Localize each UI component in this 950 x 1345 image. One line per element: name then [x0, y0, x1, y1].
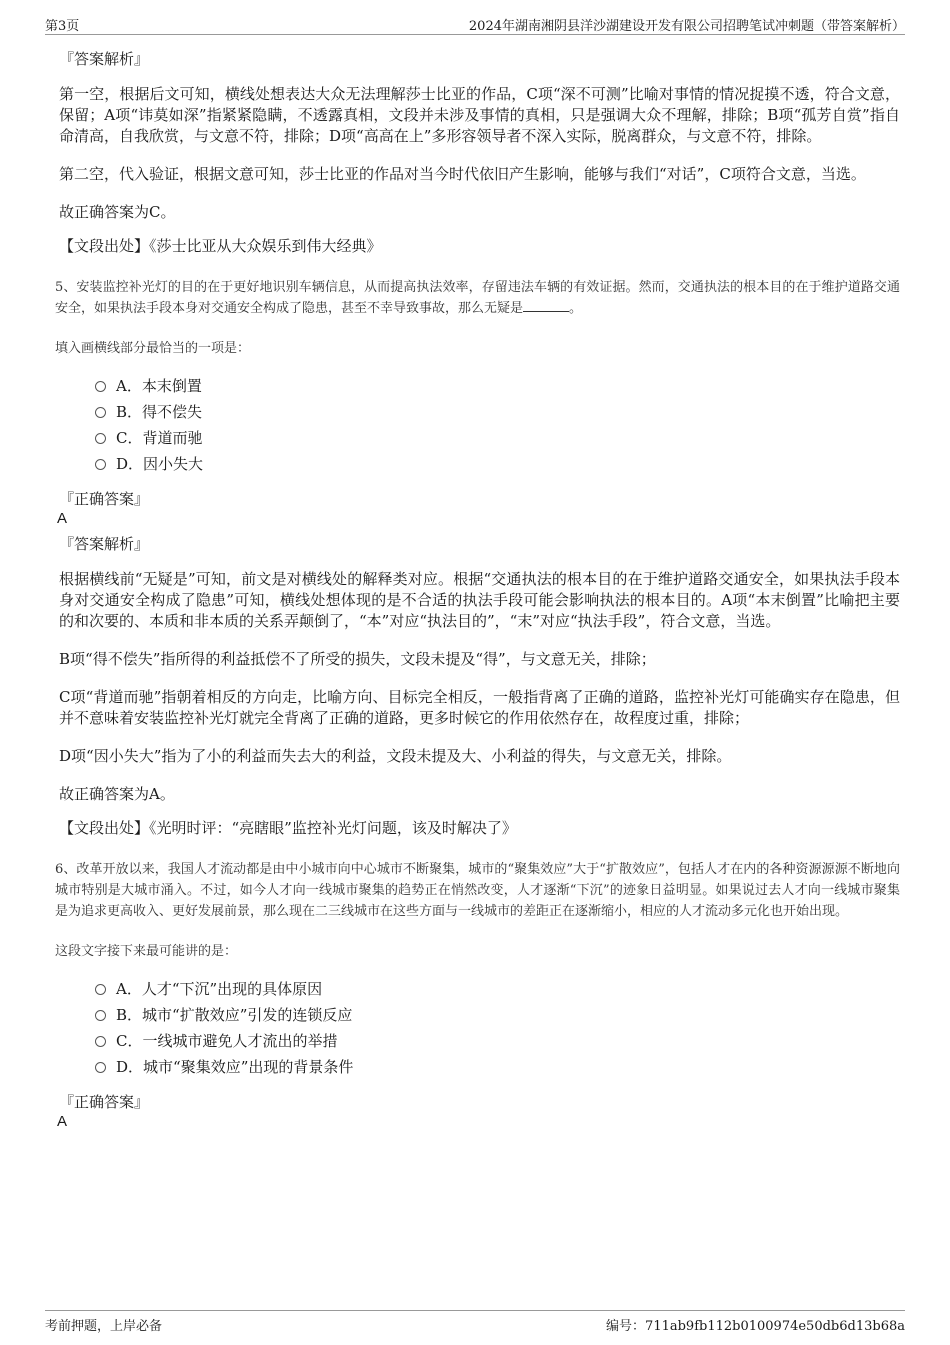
radio-button[interactable] [95, 433, 106, 444]
passage-source: 【文段出处】《光明时评：“亮瞎眼”监控补光灯问题，该及时解决了》 [59, 819, 517, 837]
radio-button[interactable] [95, 1010, 106, 1021]
page-content [55, 44, 900, 1132]
option-label: D．因小失大 [116, 455, 204, 473]
option-d[interactable] [95, 451, 900, 477]
analysis-conclusion: 故正确答案为A。 [59, 785, 175, 803]
question-6-text: 6、改革开放以来，我国人才流动都是由中小城市向中心城市不断聚集，城市的“聚集效应”大于“扩散效应”，包括人才在内的各种资源源源不断地向城市特别是大城市涌入。不过，如今人才向一线城市聚集的趋势正在悄然改变，人才逐渐“下沉”的迹象日益明显。如果说过去人才向一线城市聚集是为追求更高收入、更好发展前景，那么现在二三线城市在这些方面与一线城市的差距正在逐渐缩小，相应的人才流动多元化也开始出现。 [55, 862, 900, 919]
option-b[interactable] [95, 1002, 900, 1028]
question-5-prompt: 填入画横线部分最恰当的一项是： [55, 341, 251, 356]
radio-button[interactable] [95, 984, 106, 995]
document-id: 编号：711ab9fb112b0100974e50db6d13b68a [606, 1319, 905, 1334]
question-5-text-before: 5、安装监控补光灯的目的在于更好地识别车辆信息，从而提高执法效率，存留违法车辆的有效证据。然而，交通执法的根本目的在于维护道路交通安全，如果执法手段本身对交通安全构成了隐患，甚至不幸导致事故，那么无疑是 [55, 280, 900, 316]
correct-answer-value: A [57, 510, 68, 527]
option-d[interactable] [95, 1054, 900, 1080]
footer-slogan: 考前押题，上岸必备 [45, 1319, 163, 1334]
radio-button[interactable] [95, 381, 106, 392]
option-label: D．城市“聚集效应”出现的背景条件 [116, 1058, 354, 1076]
question-5-options [95, 373, 900, 477]
analysis-paragraph: 根据横线前“无疑是”可知，前文是对横线处的解释类对应。根据“交通执法的根本目的在于维护道路交通安全，如果执法手段本身对交通安全构成了隐患”可知，横线处想体现的是不合适的执法手段可能会影响执法的根本目的。A项“本末倒置”比喻把主要的和次要的、本质和非本质的关系弄颠倒了，“本”对应“执法目的”，“末”对应“执法手段”，符合文意，当选。 [59, 570, 900, 630]
analysis-paragraph: B项“得不偿失”指所得的利益抵偿不了所受的损失，文段未提及“得”，与文意无关，排除； [59, 650, 656, 668]
correct-answer-heading: 『正确答案』 [59, 1093, 150, 1111]
analysis-paragraph: C项“背道而驰”指朝着相反的方向走，比喻方向、目标完全相反，一般指背离了正确的道路，监控补光灯可能确实存在隐患，但并不意味着安装监控补光灯就完全背离了正确的道路，更多时候它的作用依然存在，故程度过重，排除； [59, 688, 900, 727]
option-label: A．人才“下沉”出现的具体原因 [116, 980, 323, 998]
radio-button[interactable] [95, 459, 106, 470]
page-number: 第3页 [45, 19, 80, 34]
analysis-conclusion: 故正确答案为C。 [59, 203, 176, 221]
analysis-paragraph: 第一空，根据后文可知，横线处想表达大众无法理解莎士比亚的作品，C项“深不可测”比喻对事情的情况捉摸不透，符合文意，保留；A项“讳莫如深”指紧紧隐瞒，不透露真相，文段并未涉及事情的真相，只是强调大众不理解，排除；B项“孤芳自赏”指自命清高，自我欣赏，与文意不符，排除；D项“高高在上”多形容领导者不深入实际，脱离群众，与文意不符，排除。 [59, 85, 900, 145]
option-label: B．得不偿失 [116, 403, 203, 421]
page-header [45, 14, 905, 35]
option-b[interactable] [95, 399, 900, 425]
passage-source: 【文段出处】《莎士比亚从大众娱乐到伟大经典》 [59, 237, 382, 255]
analysis-heading: 『答案解析』 [59, 535, 150, 553]
option-label: B．城市“扩散效应”引发的连锁反应 [116, 1006, 353, 1024]
page-footer [45, 1310, 905, 1341]
option-label: C．背道而驰 [116, 429, 203, 447]
question-5-text [55, 277, 900, 319]
option-c[interactable] [95, 425, 900, 451]
option-c[interactable] [95, 1028, 900, 1054]
option-a[interactable] [95, 373, 900, 399]
radio-button[interactable] [95, 1036, 106, 1047]
question-6-options [95, 976, 900, 1080]
analysis-paragraph: D项“因小失大”指为了小的利益而失去大的利益，文段未提及大、小利益的得失，与文意无关，排除。 [59, 747, 732, 765]
radio-button[interactable] [95, 1062, 106, 1073]
radio-button[interactable] [95, 407, 106, 418]
analysis-paragraph: 第二空，代入验证，根据文意可知，莎士比亚的作品对当今时代依旧产生影响，能够与我们“对话”，C项符合文意，当选。 [59, 165, 866, 183]
document-title: 2024年湖南湘阴县洋沙湖建设开发有限公司招聘笔试冲刺题（带答案解析） [468, 19, 905, 34]
option-label: C．一线城市避免人才流出的举措 [116, 1032, 338, 1050]
correct-answer-heading: 『正确答案』 [59, 490, 150, 508]
analysis-heading: 『答案解析』 [59, 50, 150, 68]
option-a[interactable] [95, 976, 900, 1002]
fill-in-blank [523, 299, 569, 312]
question-6-prompt: 这段文字接下来最可能讲的是： [55, 944, 238, 959]
correct-answer-value: A [57, 1113, 68, 1130]
question-5-text-after: 。 [569, 301, 583, 316]
option-label: A．本末倒置 [116, 377, 202, 395]
